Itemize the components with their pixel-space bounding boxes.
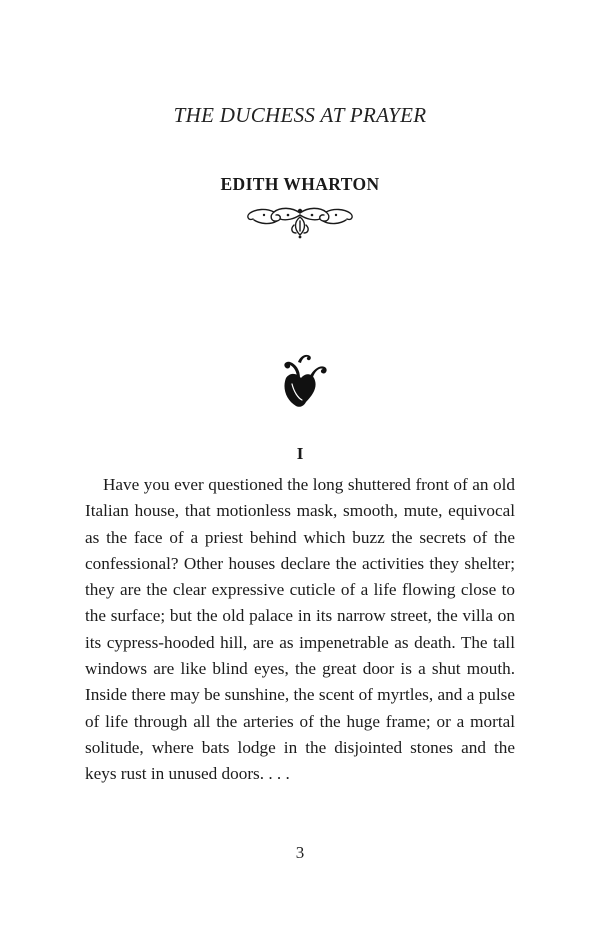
story-title: THE DUCHESS AT PRAYER [173,103,427,127]
author-name: EDITH WHARTON [220,174,380,194]
filigree-scroll-ornament-icon [244,203,356,239]
leaf-fleuron-icon [270,348,330,410]
opening-paragraph [85,472,515,788]
chapter-numeral: I [296,444,304,463]
paragraph-text: Have you ever questioned the long shuttered front of an old Italian house, that motionless mask, smooth, mute, equivocal as the face of a priest behind which buzz the secrets of the confessional? Other houses declare the activities they shelter; they are the clear expressive cuticle of a life flowing close to the surface; but the old palace in its narrow street, the villa on its cypress-hooded hill, are as impenetrable as death. The tall windows are like blind eyes, the great door is a shut mouth. Inside there may be sunshine, the scent of myrtles, and a pulse of life through all the arteries of the huge frame; or a mortal solitude, where bats lodge in the disjointed stones and the keys rust in unused doors. . . . [85,475,515,784]
page-number: 3 [295,843,305,862]
